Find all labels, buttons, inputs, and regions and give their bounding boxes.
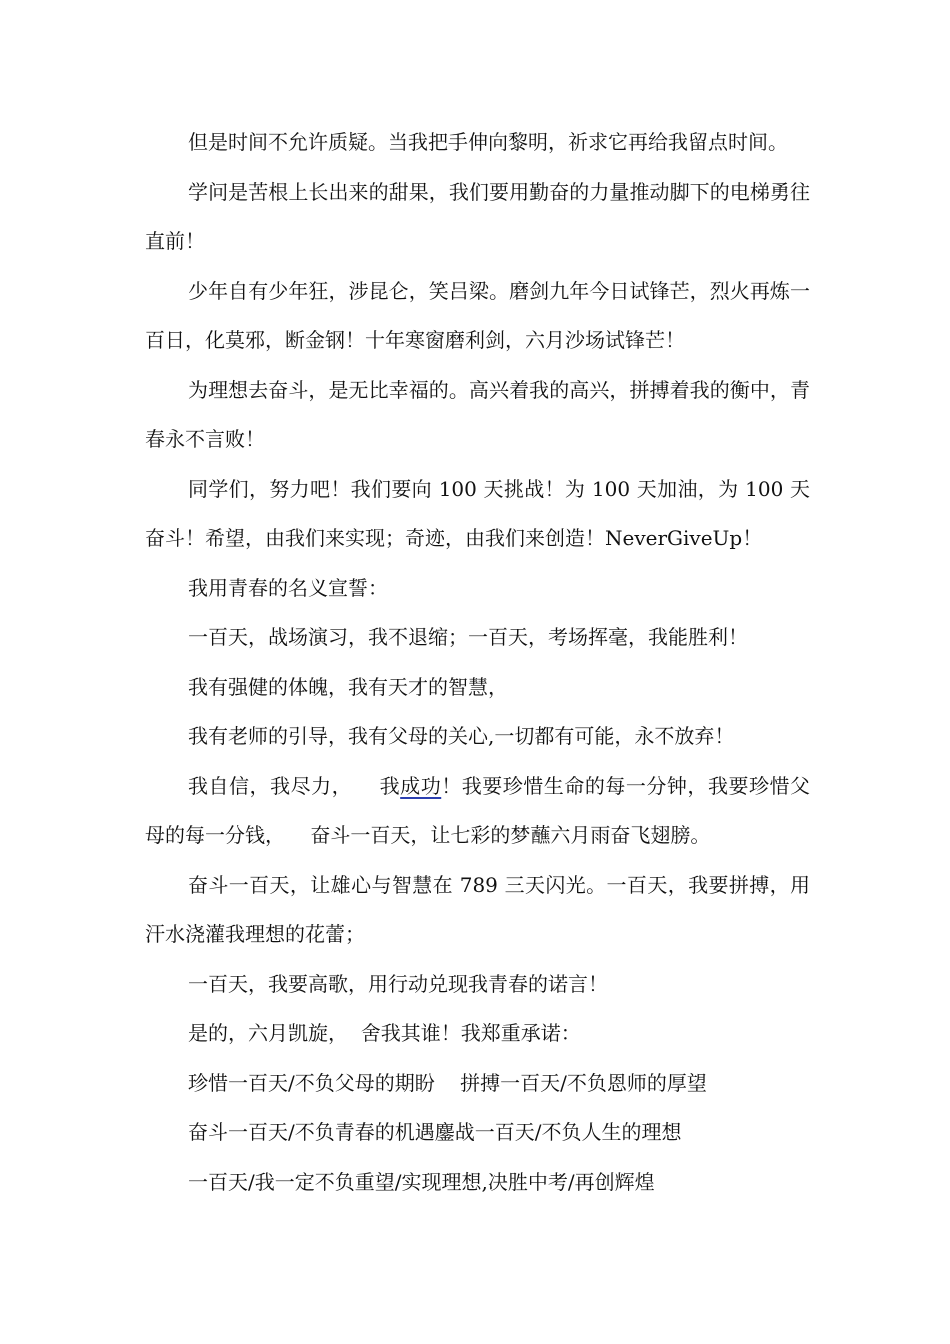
paragraph-5: 同学们，努力吧！我们要向 100 天挑战！为 100 天加油，为 100 天奋斗！希望，由我们来实现；奇迹，由我们来创造！NeverGiveUp！ bbox=[145, 476, 810, 550]
document-body bbox=[145, 118, 810, 1207]
paragraph-2: 学问是苦根上长出来的甜果，我们要用勤奋的力量推动脚下的电梯勇往直前！ bbox=[145, 179, 810, 253]
paragraph-12: 一百天，我要高歌，用行动兑现我青春的诺言！ bbox=[188, 971, 608, 996]
paragraph-7: 一百天，战场演习，我不退缩；一百天，考场挥毫，我能胜利！ bbox=[188, 625, 748, 649]
paragraph-13: 是的，六月凯旋， 舍我其谁！我郑重承诺： bbox=[188, 1021, 581, 1045]
paragraph-1: 但是时间不允许质疑。当我把手伸向黎明，祈求它再给我留点时间。 bbox=[188, 130, 788, 154]
paragraph-10 bbox=[145, 762, 810, 861]
paragraph-4: 为理想去奋斗，是无比幸福的。高兴着我的高兴，拼搏着我的衡中，青春永不言败！ bbox=[145, 377, 810, 451]
paragraph-3: 少年自有少年狂，涉昆仑，笑吕梁。磨剑九年今日试锋芒，烈火再炼一百日，化莫邪，断金钢！十年寒窗磨利剑，六月沙场试锋芒！ bbox=[145, 278, 810, 352]
paragraph-15: 奋斗一百天/不负青春的机遇鏖战一百天/不负人生的理想 bbox=[188, 1120, 682, 1144]
paragraph-11: 奋斗一百天，让雄心与智慧在 789 三天闪光。一百天，我要拼搏，用汗水浇灌我理想的花蕾； bbox=[145, 872, 810, 946]
success-link[interactable]: 成功 bbox=[400, 773, 442, 798]
paragraph-10-end: ！我要珍惜生命的每一分钟，我要珍惜父母的每一分钱， 奋斗一百天，让七彩的梦蘸六月雨奋飞翅膀。 bbox=[145, 773, 811, 847]
paragraph-6: 我用青春的名义宣誓： bbox=[188, 575, 388, 600]
paragraph-8: 我有强健的体魄，我有天才的智慧， bbox=[188, 674, 508, 699]
paragraph-14: 珍惜一百天/不负父母的期盼 拼搏一百天/不负恩师的厚望 bbox=[188, 1070, 707, 1095]
paragraph-16: 一百天/我一定不负重望/实现理想,决胜中考/再创辉煌 bbox=[188, 1169, 655, 1194]
paragraph-10-start: 我自信，我尽力， 我 bbox=[188, 773, 401, 798]
paragraph-9: 我有老师的引导，我有父母的关心,一切都有可能，永不放弃！ bbox=[188, 724, 735, 748]
